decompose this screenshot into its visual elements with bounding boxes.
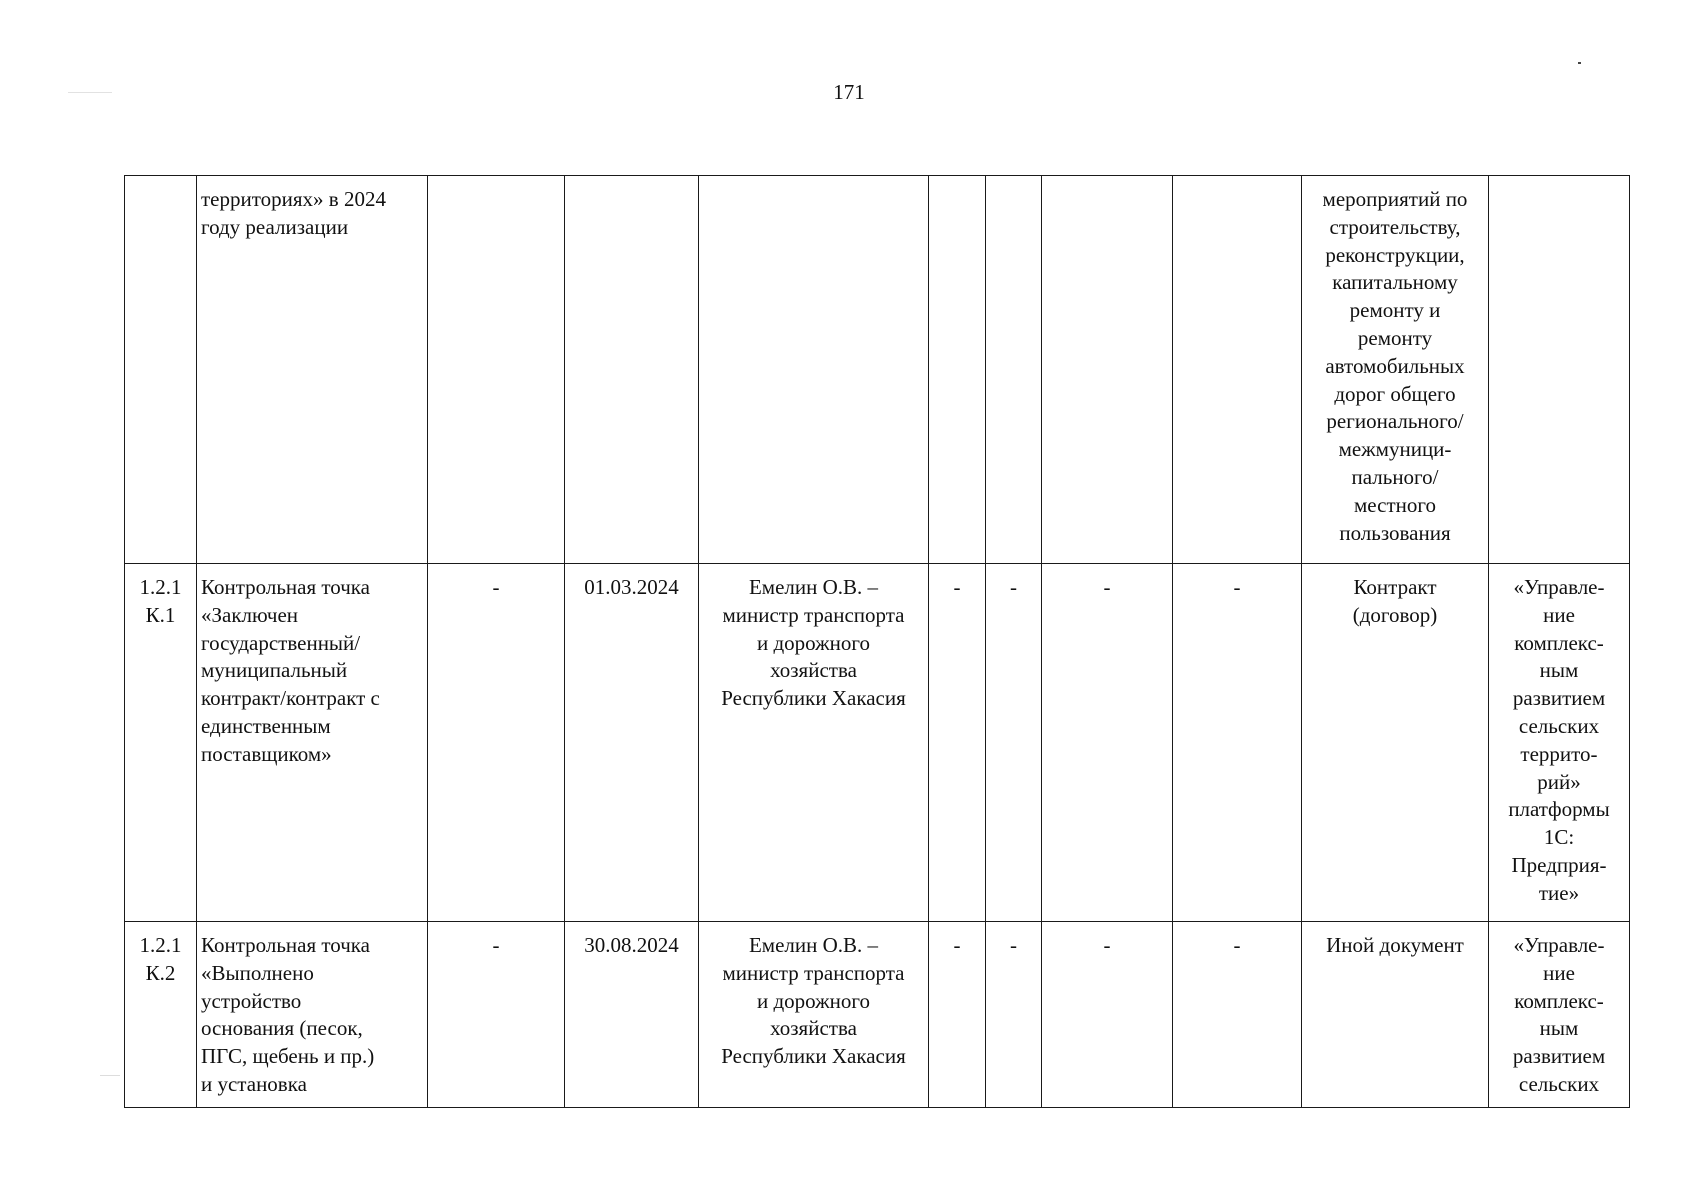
col6-cell — [929, 564, 986, 922]
col8-cell — [1042, 176, 1173, 564]
system-cell — [1489, 564, 1630, 922]
row-number-cell — [125, 564, 197, 922]
date-value: 01.03.2024 — [584, 575, 679, 599]
col8-cell — [1042, 564, 1173, 922]
row-number-cell — [125, 922, 197, 1108]
col3-cell — [428, 922, 565, 1108]
col8-cell — [1042, 922, 1173, 1108]
scan-mark — [100, 1075, 120, 1076]
row-name: Контрольная точка «Заключен государственный/ муниципальный контракт/контракт с единственным поставщиком» — [201, 575, 380, 766]
page-number: 171 — [833, 80, 865, 104]
table-row — [125, 176, 1630, 564]
name-cell — [197, 922, 428, 1108]
col3-value: - — [492, 575, 500, 599]
date-value: 30.08.2024 — [584, 933, 679, 957]
col9-cell — [1173, 176, 1302, 564]
result-cell — [1302, 564, 1489, 922]
col3-cell — [428, 176, 565, 564]
col9-value: - — [1233, 575, 1241, 599]
col6-value: - — [953, 933, 961, 957]
name-cell — [197, 176, 428, 564]
col7-cell — [986, 564, 1042, 922]
scan-mark — [1578, 62, 1581, 64]
result-cell — [1302, 176, 1489, 564]
system-cell — [1489, 922, 1630, 1108]
date-cell — [565, 922, 699, 1108]
row-name: территориях» в 2024 году реализации — [201, 187, 386, 239]
col3-cell — [428, 564, 565, 922]
col6-value: - — [953, 575, 961, 599]
responsible-value: Емелин О.В. – министр транспорта и дорожного хозяйства Республики Хакасия — [721, 575, 906, 711]
col8-value: - — [1103, 933, 1111, 957]
date-cell — [565, 564, 699, 922]
col7-value: - — [1010, 933, 1017, 957]
col7-value: - — [1010, 575, 1017, 599]
col6-cell — [929, 922, 986, 1108]
row-number: 1.2.1 К.2 — [139, 933, 182, 985]
col9-cell — [1173, 564, 1302, 922]
col6-cell — [929, 176, 986, 564]
col3-value: - — [492, 933, 500, 957]
col7-cell — [986, 922, 1042, 1108]
row-number: 1.2.1 К.1 — [139, 575, 182, 627]
row-name: Контрольная точка «Выполнено устройство основания (песок, ПГС, щебень и пр.) и установка — [201, 933, 375, 1096]
system-value: «Управле- ние комплекс- ным развитием сельских — [1512, 933, 1606, 1096]
table-row — [125, 564, 1630, 922]
responsible-cell — [699, 922, 929, 1108]
result-value: Иной документ — [1326, 933, 1464, 957]
col7-cell — [986, 176, 1042, 564]
name-cell — [197, 564, 428, 922]
result-value: Контракт (договор) — [1352, 575, 1438, 627]
responsible-cell — [699, 564, 929, 922]
col9-cell — [1173, 922, 1302, 1108]
responsible-value: Емелин О.В. – министр транспорта и дорожного хозяйства Республики Хакасия — [721, 933, 906, 1069]
system-value: «Управле- ние комплекс- ным развитием сельских террито- рий» платформы 1С: Предприя- тие» — [1508, 575, 1610, 905]
col8-value: - — [1103, 575, 1111, 599]
result-value: мероприятий по строительству, реконструкции, капитальному ремонту и ремонту автомобильных дорог общего регионального/ межмуници- пального/ местного пользования — [1322, 187, 1468, 545]
plan-table — [124, 175, 1630, 1108]
date-cell — [565, 176, 699, 564]
responsible-cell — [699, 176, 929, 564]
system-cell — [1489, 176, 1630, 564]
col9-value: - — [1233, 933, 1241, 957]
result-cell — [1302, 922, 1489, 1108]
row-number-cell — [125, 176, 197, 564]
table-row — [125, 922, 1630, 1108]
